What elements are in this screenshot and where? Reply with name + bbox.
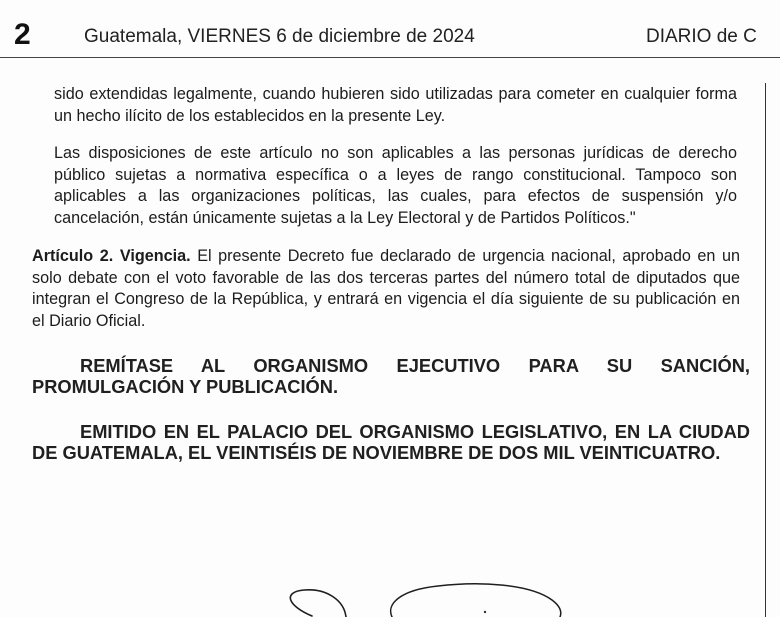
article-2-paragraph: [32, 246, 740, 332]
article-2-text: El presente Decreto fue declarado de urgencia nacional, aprobado en un solo debate con el voto favorable de las dos terceras partes del número total de diputados que integran el Congreso de la República, y entrará en vigencia el día siguiente de su publicación en el Diario Oficial.: [32, 247, 740, 330]
header-divider: [0, 57, 780, 58]
paragraph-continuation: sido extendidas legalmente, cuando hubieren sido utilizadas para cometer en cualquier forma un hecho ilícito de los establecidos en la presente Ley.: [54, 85, 737, 125]
header-date: Guatemala, VIERNES 6 de diciembre de 2024: [84, 26, 475, 47]
paragraph-exceptions: Las disposiciones de este artículo no son aplicables a las personas jurídicas de derecho público sujetas a normativa específica o a leyes de rango constitucional. Tampoco son aplicables a las organizaciones políticas, las cuales, para efectos de suspensión y/o cancelación, están únicamente sujetas a la Ley Electoral y de Partidos Políticos.": [54, 144, 737, 227]
page-number: 2: [14, 18, 31, 51]
header-publication-name: DIARIO de C: [646, 26, 757, 47]
document-body: [32, 84, 750, 463]
column-divider: [765, 83, 766, 617]
emitido-clause: EMITIDO EN EL PALACIO DEL ORGANISMO LEGISLATIVO, EN LA CIUDAD DE GUATEMALA, EL VEINTISÉIS DE NOVIEMBRE DE DOS MIL VEINTICUATRO.: [32, 421, 750, 463]
signature-area: [260, 578, 580, 617]
handwritten-signature-icon: [260, 578, 580, 617]
page-header: [0, 0, 780, 60]
article-2-heading: Artículo 2. Vigencia.: [32, 247, 191, 265]
remitase-clause: REMÍTASE AL ORGANISMO EJECUTIVO PARA SU SANCIÓN, PROMULGACIÓN Y PUBLICACIÓN.: [32, 355, 750, 397]
